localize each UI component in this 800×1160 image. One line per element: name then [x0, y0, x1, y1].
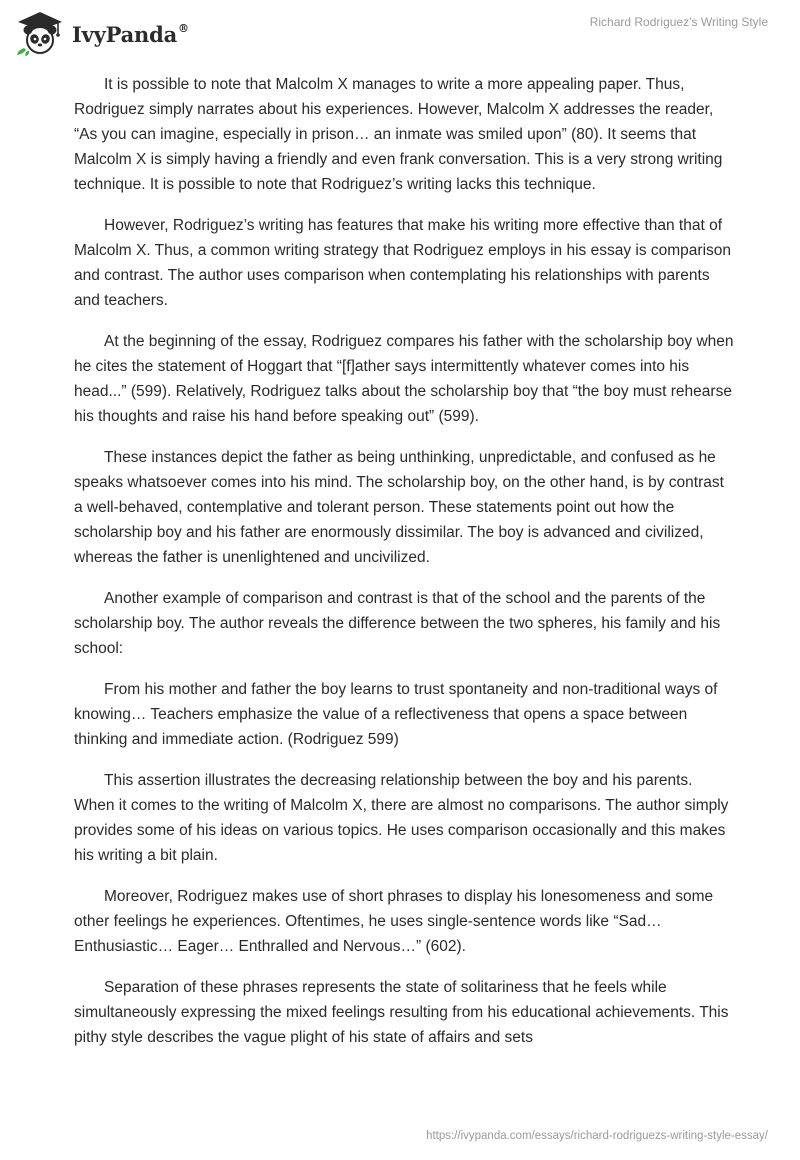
brand-registered-mark: ®: [178, 21, 189, 35]
paragraph: Moreover, Rodriguez makes use of short phrases to display his lonesomeness and some other feelings he experiences. Oftentimes, he uses single-sentence words like “Sad… Enthusiastic… Eager… Enthralled and Nervous…” (602).: [74, 888, 714, 955]
document-title: Richard Rodriguez’s Writing Style: [589, 15, 768, 29]
paragraph: Separation of these phrases represents the state of solitariness that he feels while simultaneously expressing the mixed feelings resulting from his educational achievements. This pithy style describes the vague plight of his state of affairs and sets: [74, 979, 729, 1046]
paragraph: However, Rodriguez’s writing has features that make his writing more effective than that of Malcolm X. Thus, a common writing strategy that Rodriguez employs in his essay is comparison and contrast. The author uses comparison when contemplating his relationships with parents and teachers.: [74, 217, 732, 309]
brand-name-text: IvyPanda: [72, 21, 178, 47]
paragraph: At the beginning of the essay, Rodriguez compares his father with the scholarship boy when he cites the statement of Hoggart that “[f]ather says intermittently whatever comes into his head...” (599). Relatively, Rodriguez talks about the scholarship boy that “the boy must rehearse his thoughts and raise his hand before speaking out” (599).: [74, 333, 734, 425]
block-quote: From his mother and father the boy learns to trust spontaneity and non-traditional ways of knowing… Teachers emphasize the value of a reflectiveness that opens a space between thinking and immediate action. (Rodriguez 599): [74, 681, 718, 748]
paragraph: It is possible to note that Malcolm X manages to write a more appealing paper. Thus, Rodriguez simply narrates about his experiences. However, Malcolm X addresses the reader, “As you can imagine, especially in prison… an inmate was smiled upon” (80). It seems that Malcolm X is simply having a friendly and even frank conversation. This is a very strong writing technique. It is possible to note that Rodriguez’s writing lacks this technique.: [74, 76, 723, 193]
paragraph: Another example of comparison and contrast is that of the school and the parents of the scholarship boy. The author reveals the difference between the two spheres, his family and his school:: [74, 590, 721, 657]
brand-name: [72, 22, 189, 47]
brand-logo[interactable]: [14, 8, 189, 56]
paragraph: These instances depict the father as being unthinking, unpredictable, and confused as he speaks whatsoever comes into his mind. The scholarship boy, on the other hand, is by contrast a well-behaved, contemplative and tolerant person. These statements point out how the scholarship boy and his father are enormously dissimilar. The boy is advanced and civilized, whereas the father is unenlightened and uncivilized.: [74, 449, 724, 566]
panda-graduate-icon: [14, 8, 66, 56]
essay-body: [74, 72, 734, 1066]
paragraph: This assertion illustrates the decreasing relationship between the boy and his parents. When it comes to the writing of Malcolm X, there are almost no comparisons. The author simply provides some of his ideas on various topics. He uses comparison occasionally and this makes his writing a bit plain.: [74, 772, 729, 864]
page-header: [0, 0, 800, 70]
source-url[interactable]: https://ivypanda.com/essays/richard-rodriguezs-writing-style-essay/: [426, 1130, 768, 1142]
